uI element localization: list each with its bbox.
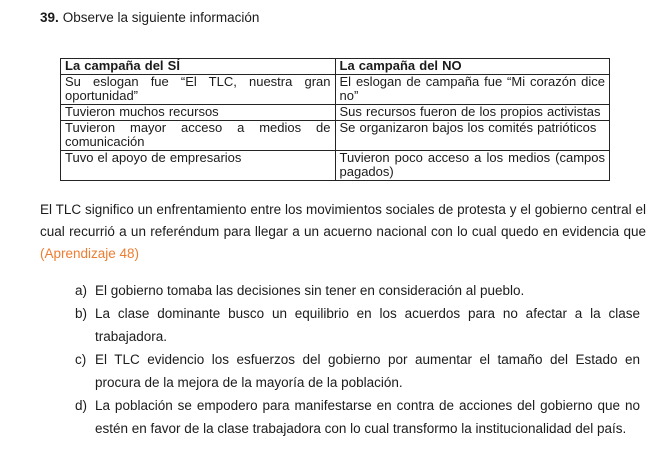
table-cell: Tuvieron poco acceso a los medios (campos pagados) (335, 151, 610, 181)
table-cell: Su eslogan fue “El TLC, nuestra gran oportunidad” (61, 75, 336, 105)
option-letter: c) (75, 352, 87, 367)
option-text: El TLC evidencio los esfuerzos del gobierno por aumentar el tamaño del Estado en procura de la mejora de la mayoría de la población. (95, 352, 640, 390)
question-number: 39. (40, 10, 59, 25)
table-cell: Sus recursos fueron de los propios activistas (335, 105, 610, 121)
table-header-no-campaign: La campaña del NO (335, 59, 610, 75)
table-header-si-campaign: La campaña del SÍ (61, 59, 336, 75)
table-row (61, 121, 610, 151)
option-c (75, 348, 656, 394)
table-row (61, 75, 610, 105)
option-d (75, 394, 656, 440)
option-a (75, 279, 656, 302)
document-page (0, 9, 656, 462)
option-letter: a) (75, 283, 88, 298)
comparison-table (60, 58, 610, 181)
table-cell: Tuvo el apoyo de empresarios (61, 151, 336, 181)
option-text: La población se empodero para manifestarse en contra de acciones del gobierno que no estén en favor de la clase trabajadora con lo cual transformo la institucionalidad del país. (95, 398, 640, 436)
option-letter: b) (75, 306, 88, 321)
aprendizaje-tag: (Aprendizaje 48) (40, 246, 140, 261)
options-list (75, 279, 656, 440)
question-title (40, 9, 656, 26)
table-row (61, 105, 610, 121)
table-cell: El eslogan de campaña fue “Mi corazón dice no” (335, 75, 610, 105)
question-paragraph (40, 199, 646, 265)
question-intro: Observe la siguiente información (62, 10, 260, 25)
option-text: El gobierno tomaba las decisiones sin tener en consideración al pueblo. (95, 283, 525, 298)
option-letter: d) (75, 398, 88, 413)
table-row (61, 151, 610, 181)
table-cell: Tuvieron mayor acceso a medios de comunicación (61, 121, 336, 151)
option-text: La clase dominante busco un equilibrio en los acuerdos para no afectar a la clase trabajadora. (95, 306, 640, 344)
option-b (75, 302, 656, 348)
table-cell: Tuvieron muchos recursos (61, 105, 336, 121)
table-header-row (61, 59, 610, 75)
paragraph-text: El TLC significo un enfrentamiento entre los movimientos sociales de protesta y el gobierno central el cual recurrió a un referéndum para llegar a un acuerno nacional con lo cual quedo en evidencia que (40, 202, 646, 239)
table-cell: Se organizaron bajos los comités patrióticos (335, 121, 610, 151)
